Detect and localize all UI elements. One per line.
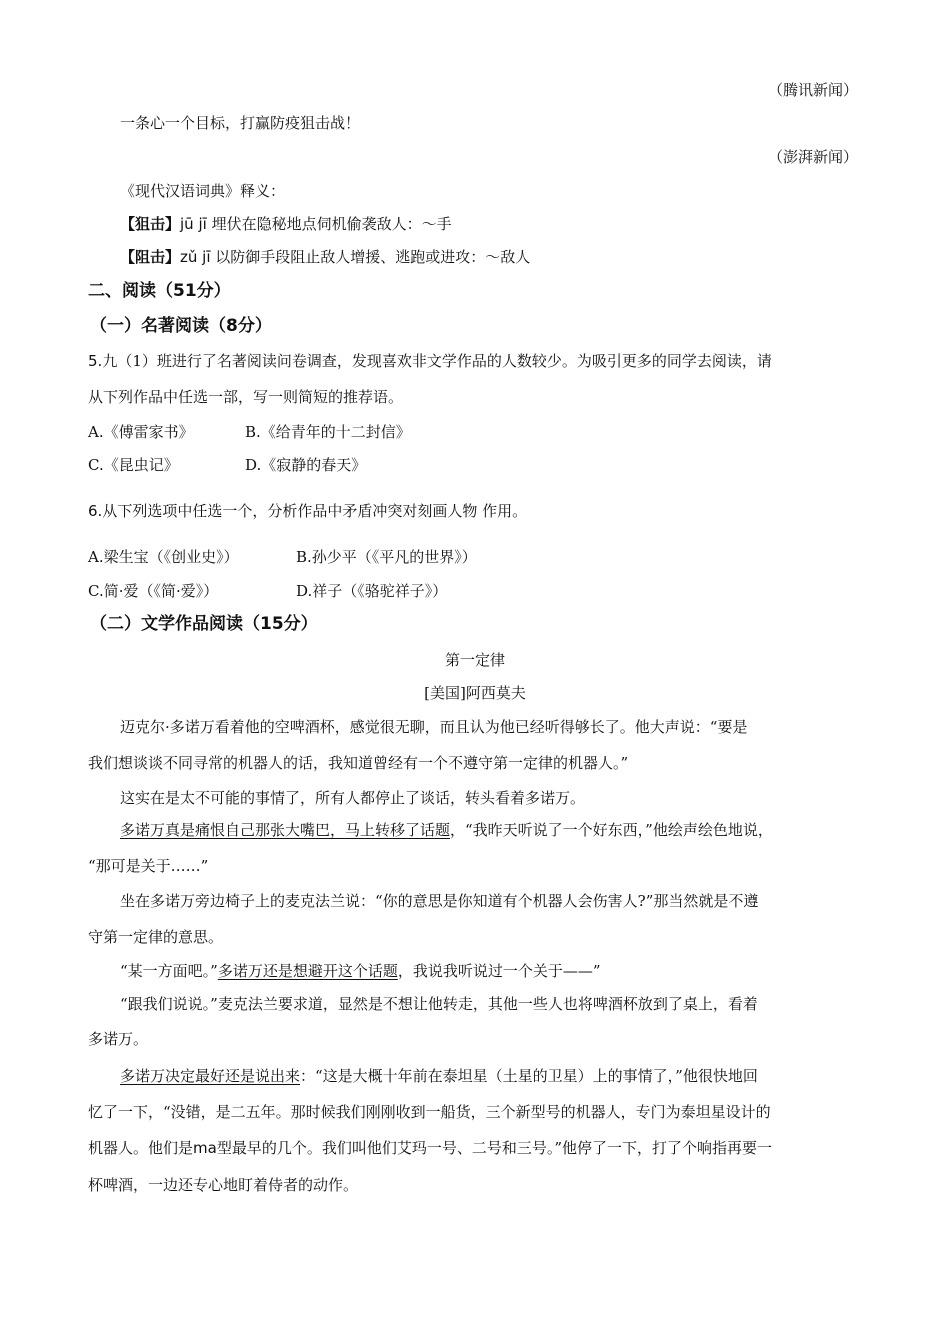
story-title: 第一定律 — [444, 651, 505, 669]
paragraph-text: 机器人。他们是 — [88, 1139, 194, 1157]
question-text: 从下列选项中任选一个，分析作品中矛盾冲突对刻画人物 作用。 — [102, 502, 528, 520]
question-6-line-1 — [88, 501, 527, 521]
story-paragraph-7-line-2: 忆了一下，“没错，是二五年。那时候我们刚刚收到一船货，三个新型号的机器人，专门为泰坦星设计的 — [88, 1103, 771, 1121]
q6-option-d: D.祥子（《骆驼祥子》） — [296, 582, 448, 600]
story-paragraph-5 — [120, 961, 601, 981]
dictionary-definition: 以防御手段阻止敌人增援、逃跑或进攻：～敌人 — [210, 248, 531, 266]
story-paragraph-6-line-2: 多诺万。 — [88, 1030, 149, 1048]
dictionary-entry-zuji — [120, 247, 530, 267]
story-paragraph-1-line-2: 我们想谈谈不同寻常的机器人的话，我知道曾经有一个不遵守第一定律的机器人。” — [88, 754, 629, 772]
paragraph-text: 型最早的几个。我们叫他们艾玛一号、二号和三号。”他停了一下，打了个响指再要一 — [216, 1139, 773, 1157]
paragraph-text: ，“我昨天听说了一个好东西，”他绘声绘色地说， — [450, 821, 773, 839]
story-paragraph-7-line-1 — [120, 1066, 758, 1086]
question-number: 5. — [88, 352, 103, 370]
underlined-sentence: 多诺万真是痛恨自己那张大嘴巴，马上转移了话题 — [120, 821, 451, 839]
paragraph-text: ，我说我听说过一个关于——” — [397, 962, 601, 980]
question-5-line-1 — [88, 351, 772, 371]
paragraph-text: “某一方面吧。” — [120, 962, 218, 980]
story-paragraph-2: 这实在是太不可能的事情了，所有人都停止了谈话，转头看着多诺万。 — [120, 789, 586, 807]
slogan-text: 一条心一个目标，打赢防疫狙击战！ — [120, 114, 361, 132]
dictionary-definition: 埋伏在隐秘地点伺机偷袭敌人：～手 — [206, 215, 452, 233]
story-paragraph-4-line-1: 坐在多诺万旁边椅子上的麦克法兰说：“你的意思是你知道有个机器人会伤害人?”那当然就是不遵 — [120, 892, 759, 910]
paragraph-text: ：“这是大概十年前在泰坦星（土星的卫星）上的事情了，”他很快地回 — [300, 1067, 758, 1085]
q5-option-a: A.《傅雷家书》 — [88, 423, 194, 441]
subsection-heading-classics: （一）名著阅读（8分） — [90, 316, 272, 336]
dictionary-word: 【阻击】 — [120, 248, 181, 266]
source-thepaper-news: （澎湃新闻） — [767, 148, 858, 166]
dictionary-entry-jiji — [120, 214, 452, 234]
q6-option-b: B.孙少平（《平凡的世界》） — [296, 548, 477, 566]
source-tencent-news: （腾讯新闻） — [767, 81, 858, 99]
question-5-line-2: 从下列作品中任选一部，写一则简短的推荐语。 — [88, 388, 404, 406]
dictionary-pinyin: jū jī — [180, 215, 207, 233]
dictionary-word: 【狙击】 — [120, 215, 181, 233]
q6-option-c: C.简·爱（《简·爱》） — [88, 582, 219, 600]
dictionary-pinyin: zǔ jī — [180, 248, 211, 266]
story-paragraph-3-line-1 — [120, 820, 773, 840]
story-paragraph-7-line-3 — [88, 1138, 772, 1158]
q6-option-a: A.梁生宝（《创业史》） — [88, 548, 239, 566]
dictionary-title: 《现代汉语词典》释义： — [120, 182, 286, 200]
story-paragraph-7-line-4: 杯啤酒，一边还专心地盯着侍者的动作。 — [88, 1176, 359, 1194]
story-author: [美国]阿西莫夫 — [424, 684, 526, 702]
story-paragraph-3-line-2: “那可是关于……” — [88, 857, 209, 875]
question-text: 九（1）班进行了名著阅读问卷调查，发现喜欢非文学作品的人数较少。为吸引更多的同学去阅读，请 — [102, 352, 772, 370]
question-number: 6. — [88, 502, 103, 520]
story-paragraph-1-line-1: 迈克尔·多诺万看着他的空啤酒杯，感觉很无聊，而且认为他已经听得够长了。他大声说：“要是 — [120, 718, 748, 736]
underlined-sentence: 多诺万决定最好还是说出来 — [120, 1067, 301, 1085]
q5-option-b: B.《给青年的十二封信》 — [245, 423, 411, 441]
q5-option-d: D.《寂静的春天》 — [245, 456, 367, 474]
story-paragraph-4-line-2: 守第一定律的意思。 — [88, 928, 224, 946]
q5-option-c: C.《昆虫记》 — [88, 456, 179, 474]
model-name: ma — [193, 1139, 217, 1157]
underlined-sentence: 多诺万还是想避开这个话题 — [217, 962, 398, 980]
story-paragraph-6-line-1: “跟我们说说。”麦克法兰要求道，显然是不想让他转走，其他一些人也将啤酒杯放到了桌上，看着 — [120, 995, 758, 1013]
section-heading-reading: 二、阅读（51分） — [88, 281, 231, 301]
subsection-heading-literature: （二）文学作品阅读（15分） — [90, 614, 318, 634]
